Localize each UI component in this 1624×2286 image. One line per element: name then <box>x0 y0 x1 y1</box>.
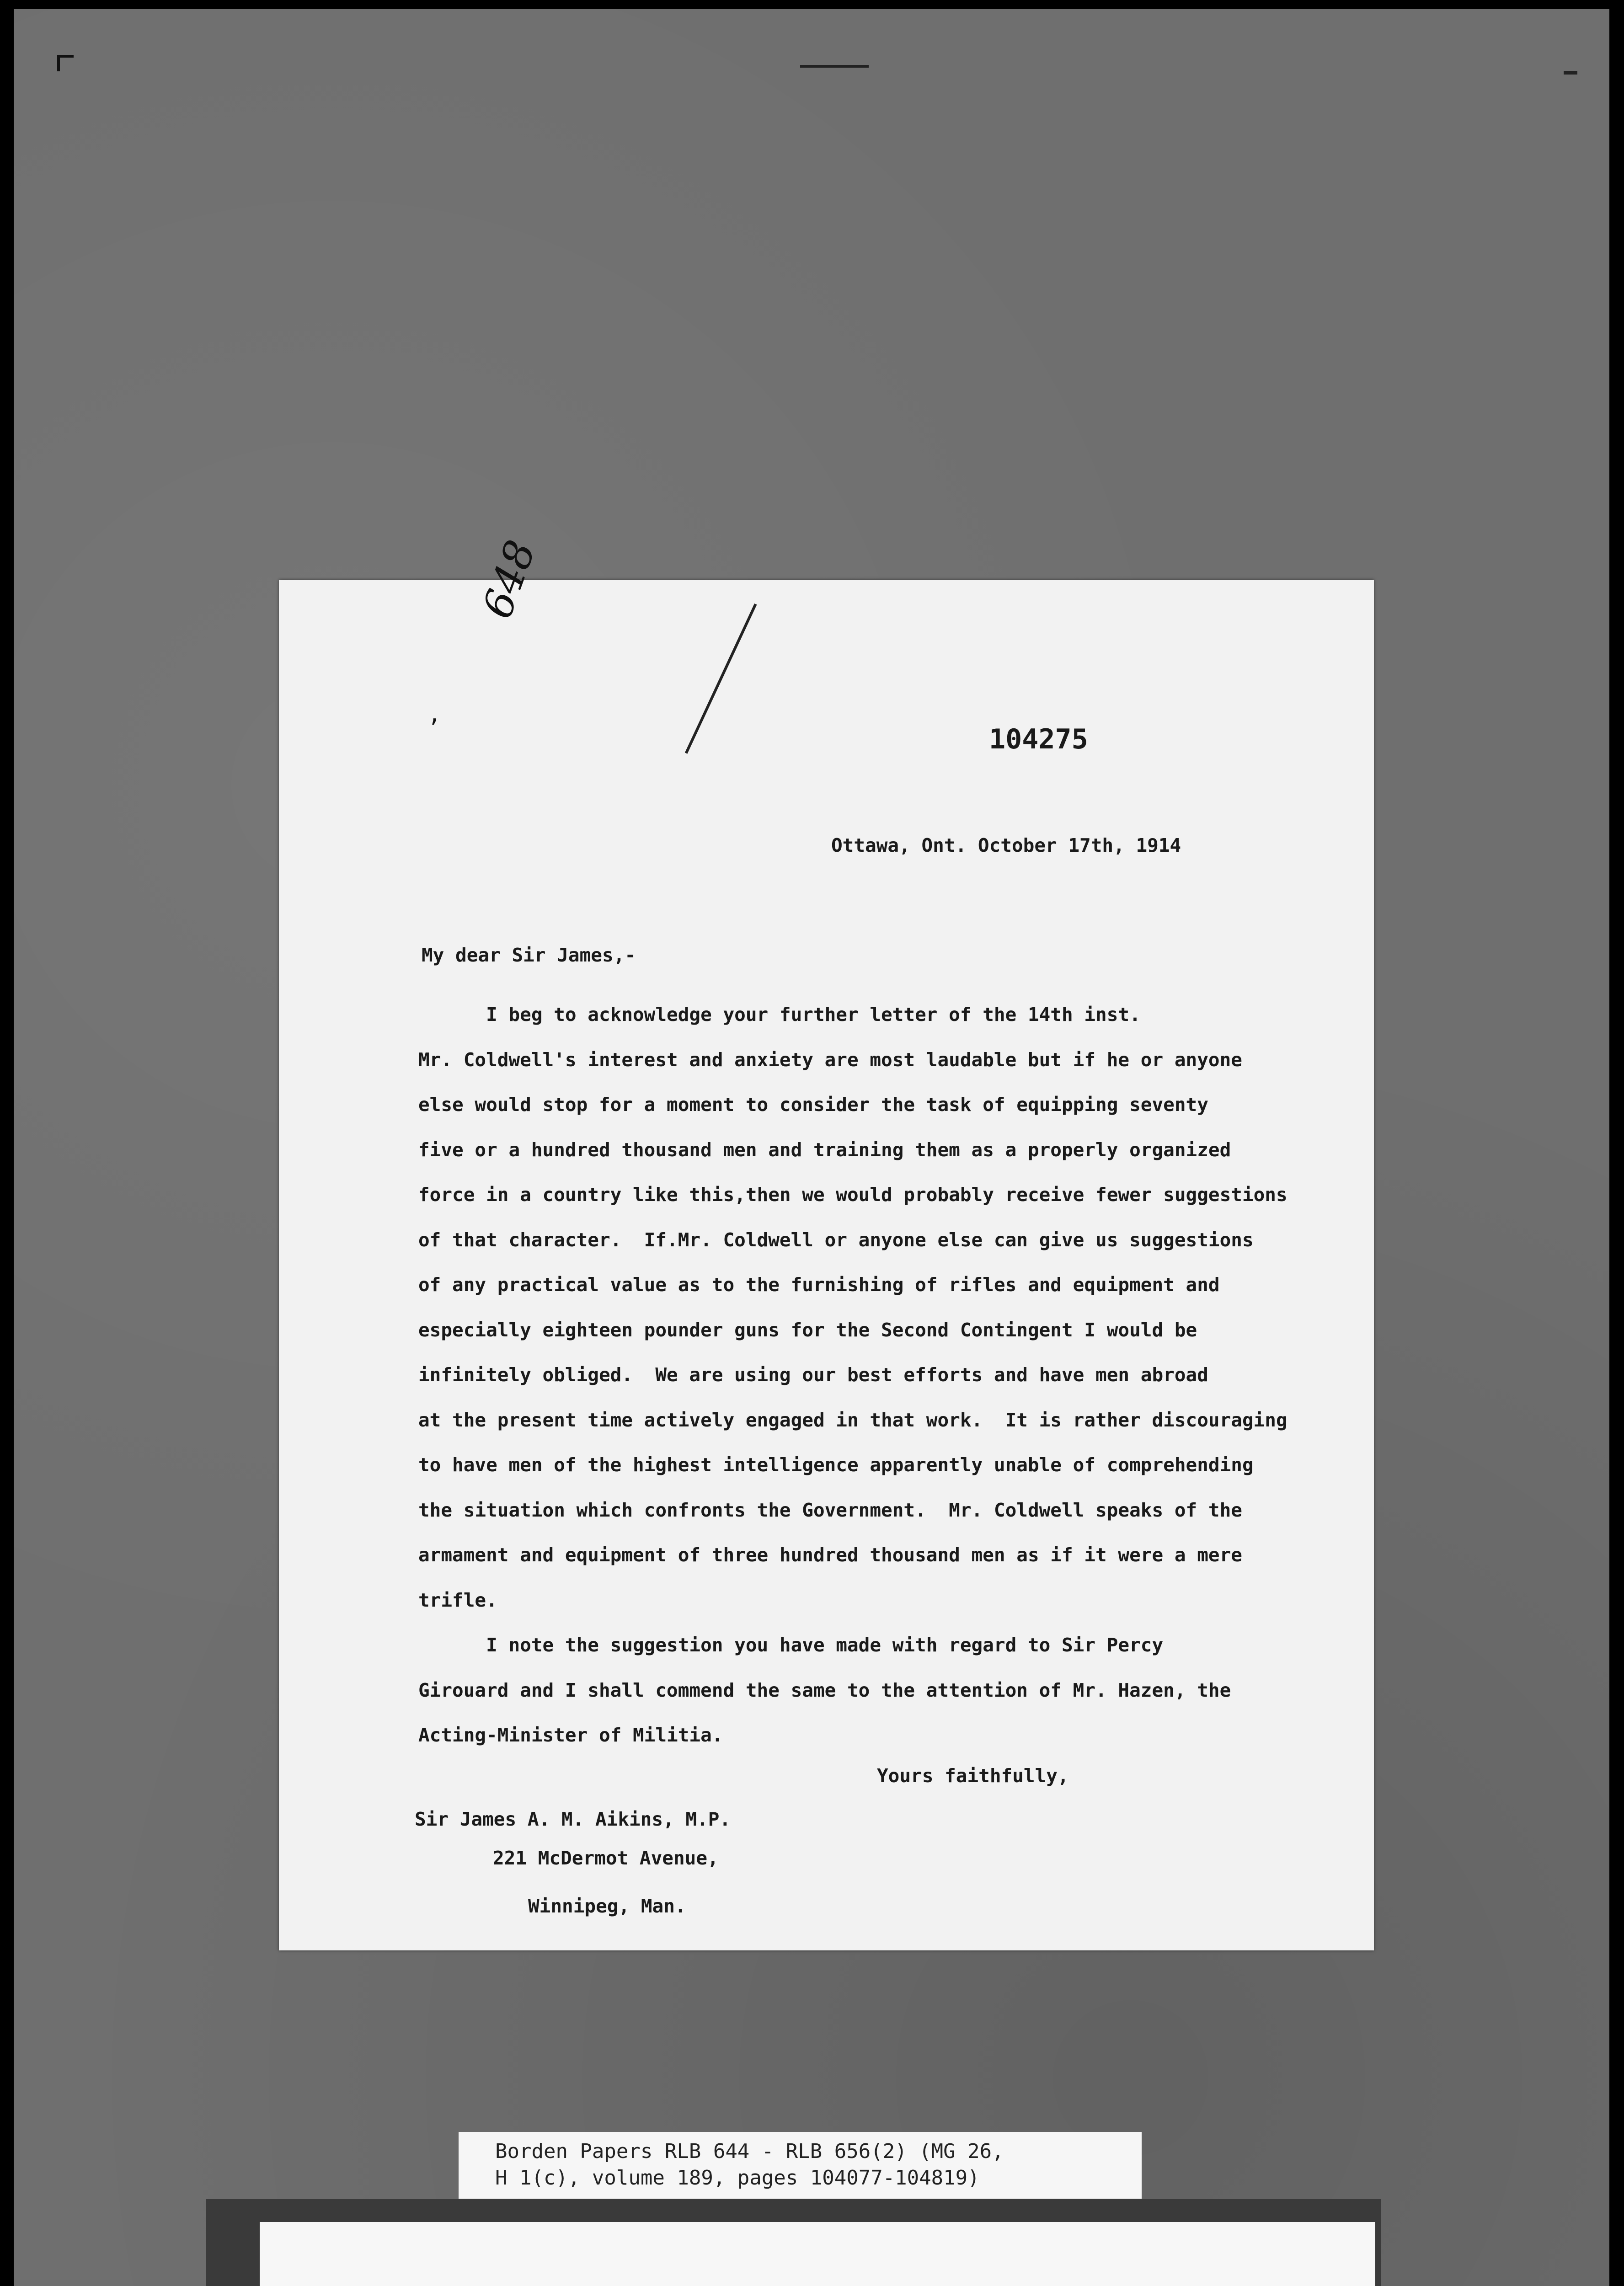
recipient-street: 221 McDermot Avenue, <box>493 1847 719 1869</box>
recipient-city: Winnipeg, Man. <box>528 1895 686 1917</box>
body-line: I note the suggestion you have made with regard to Sir Percy <box>418 1634 1164 1656</box>
reference-line-2: H 1(c), volume 189, pages 104077-104819) <box>495 2166 980 2190</box>
body-line: at the present time actively engaged in that work. It is rather discouraging <box>418 1409 1287 1431</box>
salutation: My dear Sir James,- <box>422 944 636 966</box>
body-line: trifle. <box>418 1589 497 1611</box>
body-line: armament and equipment of three hundred thousand men as if it were a mere <box>418 1544 1242 1566</box>
body-line: the situation which confronts the Government. Mr. Coldwell speaks of the <box>418 1499 1242 1521</box>
dateline: Ottawa, Ont. October 17th, 1914 <box>831 834 1181 856</box>
body-line: else would stop for a moment to consider the task of equipping seventy <box>418 1094 1208 1116</box>
body-line: especially eighteen pounder guns for the Second Contingent I would be <box>418 1319 1197 1341</box>
body-line: Acting-Minister of Militia. <box>418 1724 723 1746</box>
reference-label <box>459 2132 1142 2199</box>
body-line: of that character. If.Mr. Coldwell or anyone else can give us suggestions <box>418 1228 1254 1251</box>
corner-registration-mark <box>57 55 74 71</box>
registration-dash <box>800 65 869 68</box>
body-line: five or a hundred thousand men and training them as a properly organized <box>418 1138 1231 1161</box>
reference-line-1: Borden Papers RLB 644 - RLB 656(2) (MG 26, <box>495 2140 1004 2163</box>
document-number: 104275 <box>989 723 1088 755</box>
body-line: I beg to acknowledge your further letter of the 14th inst. <box>418 1004 1141 1025</box>
body-line: of any practical value as to the furnishing of rifles and equipment and <box>418 1274 1220 1296</box>
body-line: force in a country like this,then we would probably receive fewer suggestions <box>418 1184 1287 1206</box>
handwritten-folio-number: 648 <box>473 534 545 625</box>
body-line: infinitely obliged. We are using our best efforts and have men abroad <box>418 1364 1208 1386</box>
registration-dash-right <box>1564 71 1577 75</box>
body-line: Mr. Coldwell's interest and anxiety are most laudable but if he or anyone <box>418 1048 1242 1071</box>
body-line: to have men of the highest intelligence apparently unable of comprehending <box>418 1454 1254 1476</box>
closing: Yours faithfully, <box>877 1765 1069 1787</box>
body-line: Girouard and I shall commend the same to the attention of Mr. Hazen, the <box>418 1679 1231 1701</box>
archive-stamp <box>260 2222 1375 2286</box>
handwritten-tick-mark: ’ <box>430 713 439 745</box>
letter-body <box>418 992 1333 1758</box>
recipient-name: Sir James A. M. Aikins, M.P. <box>415 1808 731 1830</box>
